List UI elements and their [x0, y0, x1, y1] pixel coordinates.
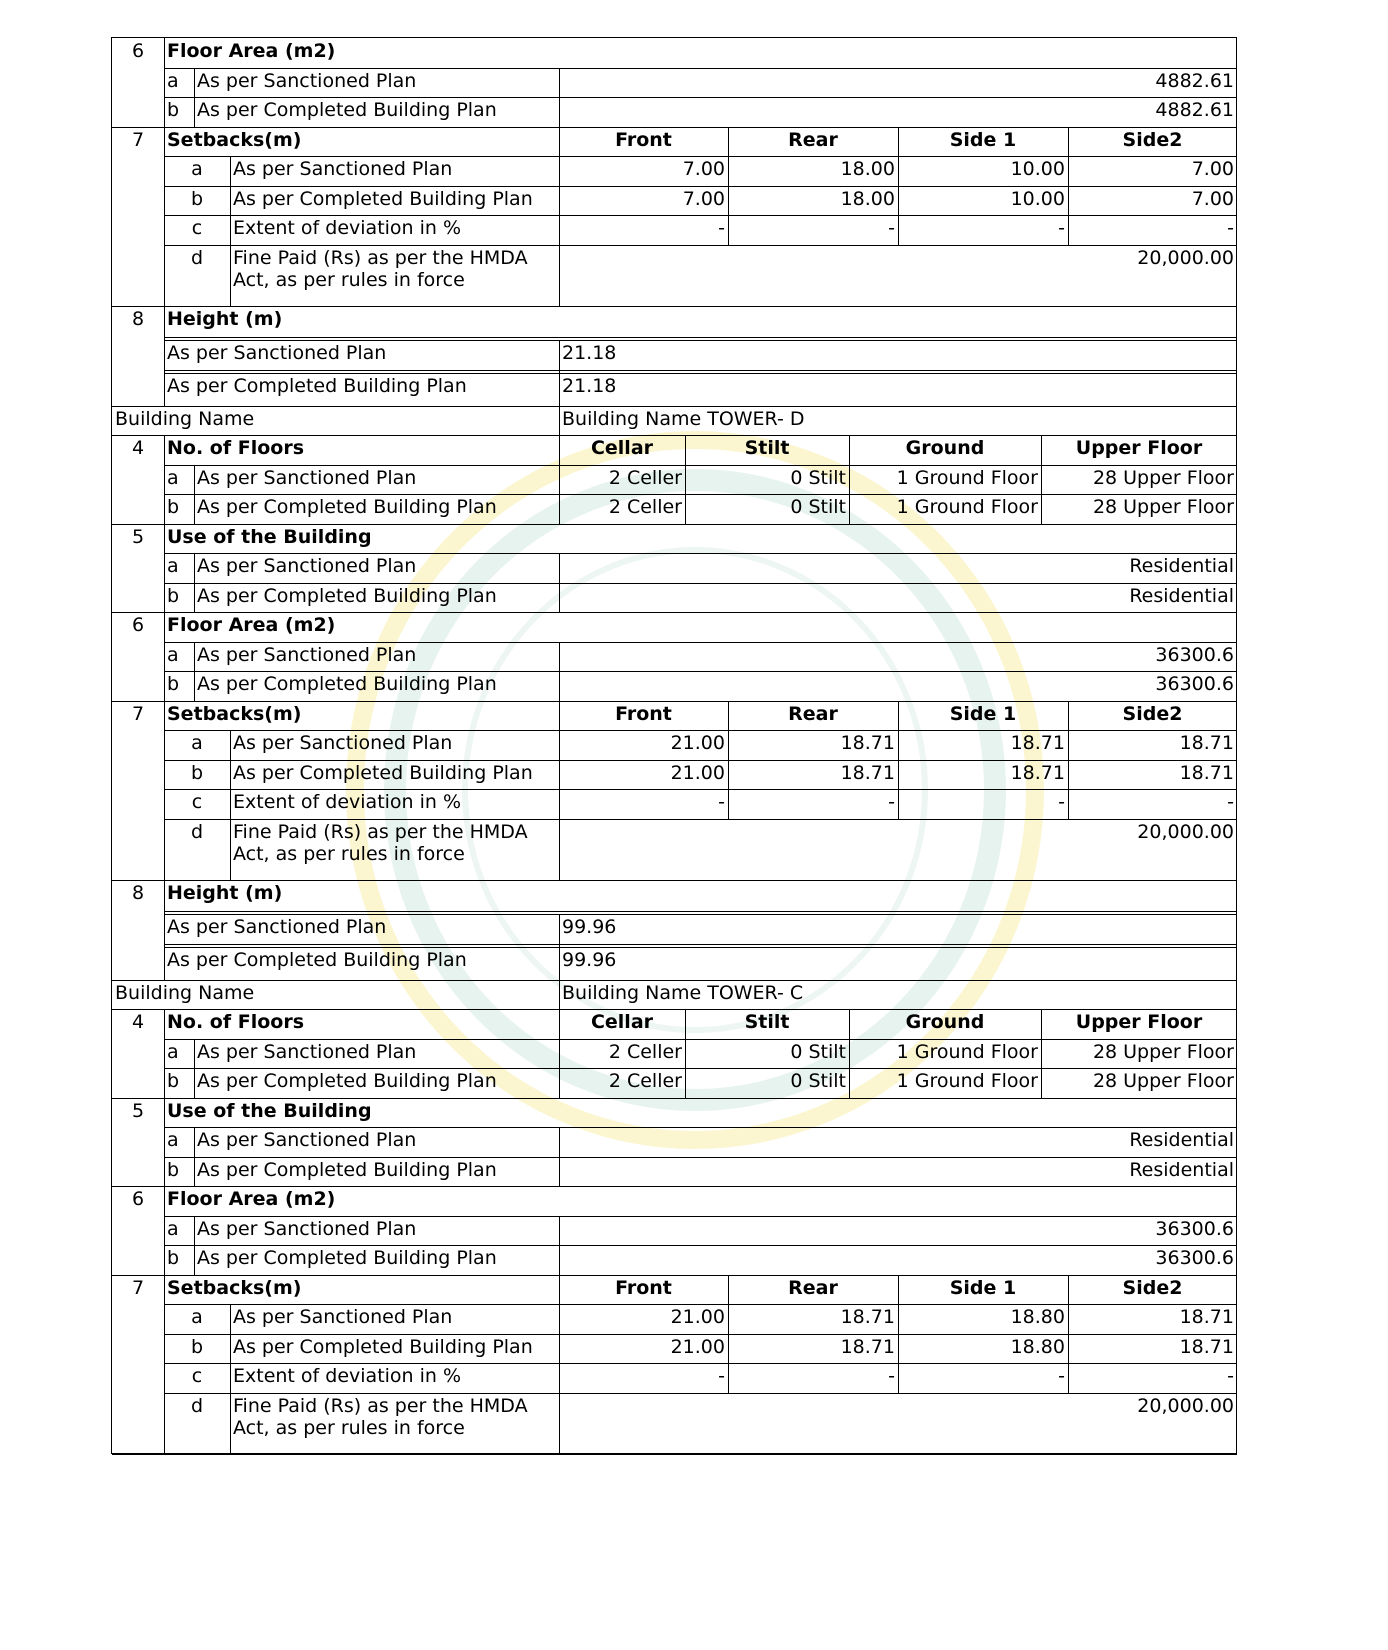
- column-header: Cellar: [590, 437, 654, 459]
- rule-line: [164, 215, 1237, 216]
- floor-value: 28 Upper Floor: [1092, 1070, 1234, 1092]
- row-label: Extent of deviation in %: [233, 217, 462, 239]
- rule-line: [164, 340, 1237, 341]
- rule-line: [164, 186, 1237, 187]
- row-label: As per Sanctioned Plan: [233, 732, 453, 754]
- row-label: As per Completed Building Plan: [233, 187, 533, 210]
- rule-line: [194, 1068, 195, 1098]
- row-value: 4882.61: [1155, 99, 1234, 121]
- setback-value: 21.00: [670, 1335, 725, 1358]
- rule-line: [559, 642, 560, 672]
- row-letter: d: [190, 1394, 204, 1417]
- floor-value: 28 Upper Floor: [1092, 1040, 1234, 1063]
- rule-line: [559, 127, 560, 306]
- setback-value: -: [1058, 217, 1065, 239]
- setback-value: 21.00: [670, 1306, 725, 1328]
- rule-line: [230, 730, 231, 880]
- rule-line: [164, 494, 1237, 495]
- row-label: As per Sanctioned Plan: [233, 158, 453, 180]
- item-number: 7: [131, 128, 145, 151]
- row-value: 4882.61: [1155, 69, 1234, 92]
- setback-value: 10.00: [1010, 187, 1065, 210]
- height-value: 21.18: [562, 374, 617, 397]
- rule-line: [194, 1157, 195, 1187]
- floor-value: 2 Celler: [608, 1040, 682, 1063]
- row-label: As per Completed Building Plan: [197, 584, 497, 607]
- item-number: 6: [131, 40, 145, 62]
- row-letter: b: [167, 1070, 180, 1092]
- setback-value: 18.00: [840, 158, 895, 180]
- item-number: 7: [131, 1276, 145, 1299]
- item-number: 8: [131, 307, 145, 330]
- row-letter: b: [167, 496, 180, 518]
- setback-value: 18.71: [1179, 761, 1234, 784]
- setback-value: 18.71: [1179, 1306, 1234, 1328]
- setback-value: 7.00: [1191, 187, 1234, 210]
- column-header: Ground: [905, 1011, 985, 1033]
- floor-area-title: Floor Area (m2): [167, 1188, 336, 1210]
- column-header: Stilt: [744, 1011, 790, 1033]
- row-label: As per Completed Building Plan: [233, 761, 533, 784]
- rule-line: [164, 306, 165, 406]
- column-header: Side 1: [949, 128, 1017, 151]
- rule-line: [559, 1245, 560, 1275]
- setback-value: -: [718, 217, 725, 239]
- height-value: 99.96: [562, 915, 617, 938]
- rule-line: [164, 38, 165, 127]
- rule-line: [164, 337, 1237, 338]
- floor-value: 1 Ground Floor: [896, 496, 1038, 518]
- row-label: As per Completed Building Plan: [197, 496, 497, 518]
- row-letter: c: [191, 217, 203, 239]
- report-table: [111, 37, 1237, 1454]
- setback-value: 21.00: [670, 761, 725, 784]
- row-label: As per Sanctioned Plan: [197, 1217, 417, 1240]
- height-title: Height (m): [167, 881, 283, 904]
- row-letter: a: [167, 1129, 179, 1151]
- rule-line: [164, 127, 165, 306]
- fine-value: 20,000.00: [1137, 1394, 1234, 1417]
- setback-value: 7.00: [682, 187, 725, 210]
- setback-value: 7.00: [1191, 158, 1234, 180]
- rule-line: [194, 1039, 195, 1069]
- fine-label: Act, as per rules in force: [233, 842, 465, 865]
- item-number: 6: [131, 614, 145, 636]
- rule-line: [559, 406, 560, 436]
- rule-line: [112, 306, 1237, 307]
- height-value: 21.18: [562, 341, 617, 364]
- row-label: As per Completed Building Plan: [233, 1335, 533, 1358]
- row-label: As per Sanctioned Plan: [167, 341, 387, 364]
- row-label: As per Completed Building Plan: [167, 948, 467, 971]
- row-label: As per Sanctioned Plan: [197, 643, 417, 666]
- row-letter: a: [191, 1306, 203, 1328]
- row-letter: a: [167, 1040, 179, 1063]
- floor-value: 0 Stilt: [790, 1040, 846, 1063]
- fine-label: Fine Paid (Rs) as per the HMDA: [233, 246, 528, 269]
- rule-line: [164, 1039, 1237, 1040]
- rule-line: [164, 911, 1237, 912]
- row-label: As per Completed Building Plan: [197, 1247, 497, 1269]
- row-letter: a: [167, 466, 179, 489]
- floor-value: 28 Upper Floor: [1092, 466, 1234, 489]
- row-label: As per Completed Building Plan: [197, 1070, 497, 1092]
- rule-line: [164, 1068, 1237, 1069]
- floor-value: 1 Ground Floor: [896, 1040, 1038, 1063]
- rule-line: [559, 671, 560, 701]
- setback-value: 18.71: [1010, 732, 1065, 754]
- setback-value: 18.71: [840, 1306, 895, 1328]
- rule-line: [559, 583, 560, 613]
- column-header: Side2: [1122, 1276, 1183, 1299]
- floor-area-title: Floor Area (m2): [167, 40, 336, 62]
- setbacks-title: Setbacks(m): [167, 702, 302, 725]
- fine-value: 20,000.00: [1137, 820, 1234, 843]
- rule-line: [559, 1009, 560, 1098]
- row-value: Residential: [1129, 555, 1234, 577]
- floor-value: 0 Stilt: [790, 1070, 846, 1092]
- setback-value: -: [1058, 791, 1065, 813]
- setback-value: 18.71: [1010, 761, 1065, 784]
- rule-line: [112, 524, 1237, 525]
- row-letter: d: [190, 246, 204, 269]
- rule-line: [194, 1245, 195, 1275]
- row-label: As per Sanctioned Plan: [167, 915, 387, 938]
- item-number: 4: [131, 1011, 145, 1033]
- rule-line: [112, 612, 1237, 613]
- rule-line: [194, 1127, 195, 1157]
- rule-line: [164, 370, 1237, 371]
- rule-line: [164, 156, 1237, 157]
- setback-value: 18.71: [840, 732, 895, 754]
- rule-line: [112, 980, 1237, 981]
- row-letter: b: [190, 187, 204, 210]
- row-value: 36300.6: [1155, 1217, 1234, 1240]
- floor-area-title: Floor Area (m2): [167, 614, 336, 636]
- rule-line: [164, 1157, 1237, 1158]
- column-header: Front: [615, 702, 672, 725]
- building-name-label: Building Name: [115, 981, 255, 1004]
- rule-line: [112, 1098, 1237, 1099]
- row-letter: a: [167, 643, 179, 666]
- floor-value: 2 Celler: [608, 1070, 682, 1092]
- rule-line: [112, 1454, 1237, 1455]
- setback-value: -: [1227, 791, 1234, 813]
- rule-line: [164, 465, 1237, 466]
- setback-value: 7.00: [682, 158, 725, 180]
- row-label: As per Completed Building Plan: [197, 1158, 497, 1181]
- rule-line: [559, 97, 560, 127]
- row-letter: a: [167, 69, 179, 92]
- row-letter: a: [191, 158, 203, 180]
- setback-value: -: [888, 791, 895, 813]
- setback-value: 10.00: [1010, 158, 1065, 180]
- rule-line: [164, 642, 1237, 643]
- column-header: Ground: [905, 437, 985, 459]
- rule-line: [164, 1304, 1237, 1305]
- row-letter: b: [167, 1247, 180, 1269]
- rule-line: [164, 553, 1237, 554]
- rule-line: [164, 1186, 165, 1275]
- item-number: 8: [131, 881, 145, 904]
- rule-line: [164, 435, 165, 524]
- row-value: Residential: [1129, 584, 1234, 607]
- row-label: As per Sanctioned Plan: [233, 1306, 453, 1328]
- rule-line: [164, 760, 1237, 761]
- column-header: Front: [615, 1276, 672, 1299]
- row-label: As per Completed Building Plan: [197, 99, 497, 121]
- rule-line: [194, 97, 195, 127]
- rule-line: [559, 553, 560, 583]
- setback-value: -: [1227, 217, 1234, 239]
- setback-value: 18.71: [1179, 732, 1234, 754]
- rule-line: [1041, 1009, 1042, 1098]
- setback-value: -: [718, 1365, 725, 1387]
- rule-line: [164, 1216, 1237, 1217]
- rule-line: [164, 583, 1237, 584]
- rule-line: [164, 880, 165, 980]
- rule-line: [559, 701, 560, 880]
- row-label: As per Sanctioned Plan: [197, 466, 417, 489]
- rule-line: [559, 1275, 560, 1454]
- setback-value: 18.80: [1010, 1306, 1065, 1328]
- setback-value: -: [1058, 1365, 1065, 1387]
- rule-line: [194, 642, 195, 672]
- row-letter: a: [167, 1217, 179, 1240]
- row-value: 36300.6: [1155, 1247, 1234, 1269]
- row-label: Extent of deviation in %: [233, 1365, 462, 1387]
- setback-value: 18.71: [1179, 1335, 1234, 1358]
- rule-line: [685, 435, 686, 524]
- item-number: 5: [131, 525, 145, 548]
- item-number: 6: [131, 1188, 145, 1210]
- column-header: Stilt: [744, 437, 790, 459]
- rule-line: [164, 701, 165, 880]
- rule-line: [230, 1304, 231, 1454]
- rule-line: [559, 1216, 560, 1246]
- fine-value: 20,000.00: [1137, 246, 1234, 269]
- column-header: Front: [615, 128, 672, 151]
- rule-line: [194, 68, 195, 98]
- rule-line: [559, 1127, 560, 1157]
- column-header: Upper Floor: [1075, 1011, 1203, 1033]
- rule-line: [164, 245, 1237, 246]
- setback-value: 18.71: [840, 761, 895, 784]
- floor-value: 28 Upper Floor: [1092, 496, 1234, 518]
- row-letter: b: [190, 1335, 204, 1358]
- rule-line: [164, 671, 1237, 672]
- rule-line: [112, 880, 1237, 881]
- building-name-label: Building Name: [115, 407, 255, 430]
- rule-line: [164, 612, 165, 701]
- rule-line: [112, 406, 1237, 407]
- setbacks-title: Setbacks(m): [167, 1276, 302, 1299]
- row-letter: a: [167, 555, 179, 577]
- height-value: 99.96: [562, 948, 617, 971]
- column-header: Cellar: [590, 1011, 654, 1033]
- floors-title: No. of Floors: [167, 1011, 304, 1033]
- rule-line: [164, 947, 1237, 948]
- rule-line: [194, 553, 195, 583]
- rule-line: [559, 980, 560, 1010]
- column-header: Side2: [1122, 128, 1183, 151]
- row-letter: b: [190, 761, 204, 784]
- rule-line: [194, 583, 195, 613]
- setback-value: 18.80: [1010, 1335, 1065, 1358]
- row-letter: b: [167, 584, 180, 607]
- fine-label: Fine Paid (Rs) as per the HMDA: [233, 820, 528, 843]
- rule-line: [559, 435, 560, 524]
- height-title: Height (m): [167, 307, 283, 330]
- rule-line: [164, 789, 1237, 790]
- fine-label: Act, as per rules in force: [233, 268, 465, 291]
- setback-value: -: [1227, 1365, 1234, 1387]
- column-header: Side2: [1122, 702, 1183, 725]
- rule-line: [194, 671, 195, 701]
- rule-line: [112, 1186, 1237, 1187]
- row-value: Residential: [1129, 1158, 1234, 1181]
- rule-line: [164, 730, 1237, 731]
- rule-line: [164, 1393, 1237, 1394]
- rule-line: [164, 819, 1237, 820]
- setback-value: 21.00: [670, 732, 725, 754]
- row-label: As per Sanctioned Plan: [197, 1040, 417, 1063]
- row-label: As per Sanctioned Plan: [197, 69, 417, 92]
- row-letter: d: [190, 820, 204, 843]
- rule-line: [230, 156, 231, 306]
- use-title: Use of the Building: [167, 525, 372, 548]
- floor-value: 1 Ground Floor: [896, 466, 1038, 489]
- setback-value: 18.71: [840, 1335, 895, 1358]
- rule-line: [194, 465, 195, 495]
- row-value: 36300.6: [1155, 643, 1234, 666]
- row-value: Residential: [1129, 1129, 1234, 1151]
- row-letter: c: [191, 1365, 203, 1387]
- floor-value: 0 Stilt: [790, 496, 846, 518]
- row-letter: b: [167, 99, 180, 121]
- rule-line: [164, 524, 165, 613]
- rule-line: [164, 373, 1237, 374]
- column-header: Side 1: [949, 1276, 1017, 1299]
- row-letter: a: [191, 732, 203, 754]
- row-label: As per Sanctioned Plan: [197, 555, 417, 577]
- setbacks-title: Setbacks(m): [167, 128, 302, 151]
- rule-line: [685, 1009, 686, 1098]
- rule-line: [849, 435, 850, 524]
- rule-line: [164, 1334, 1237, 1335]
- column-header: Upper Floor: [1075, 437, 1203, 459]
- rule-line: [164, 1127, 1237, 1128]
- column-header: Side 1: [949, 702, 1017, 725]
- rule-line: [164, 1009, 165, 1098]
- setback-value: 18.00: [840, 187, 895, 210]
- setback-value: -: [888, 1365, 895, 1387]
- rule-line: [164, 1275, 165, 1454]
- rule-line: [164, 1245, 1237, 1246]
- row-letter: b: [167, 1158, 180, 1181]
- row-letter: c: [191, 791, 203, 813]
- fine-label: Act, as per rules in force: [233, 1416, 465, 1439]
- floor-value: 2 Celler: [608, 466, 682, 489]
- item-number: 5: [131, 1099, 145, 1122]
- rule-line: [112, 1009, 1237, 1010]
- rule-line: [164, 1363, 1237, 1364]
- building-name: Building Name TOWER- C: [562, 981, 804, 1004]
- row-label: As per Sanctioned Plan: [197, 1129, 417, 1151]
- use-title: Use of the Building: [167, 1099, 372, 1122]
- floor-value: 1 Ground Floor: [896, 1070, 1038, 1092]
- floors-title: No. of Floors: [167, 437, 304, 459]
- rule-line: [164, 97, 1237, 98]
- rule-line: [194, 1216, 195, 1246]
- rule-line: [164, 1098, 165, 1187]
- floor-value: 0 Stilt: [790, 466, 846, 489]
- rule-line: [164, 68, 1237, 69]
- setback-value: -: [718, 791, 725, 813]
- column-header: Rear: [788, 128, 838, 151]
- rule-line: [164, 914, 1237, 915]
- column-header: Rear: [788, 702, 838, 725]
- rule-line: [164, 944, 1237, 945]
- item-number: 4: [131, 437, 145, 459]
- row-label: As per Completed Building Plan: [197, 673, 497, 695]
- column-header: Rear: [788, 1276, 838, 1299]
- setback-value: -: [888, 217, 895, 239]
- row-letter: b: [167, 673, 180, 695]
- rule-line: [559, 68, 560, 98]
- floor-value: 2 Celler: [608, 496, 682, 518]
- rule-line: [194, 494, 195, 524]
- rule-line: [112, 435, 1237, 436]
- row-label: Extent of deviation in %: [233, 791, 462, 813]
- item-number: 7: [131, 702, 145, 725]
- row-value: 36300.6: [1155, 673, 1234, 695]
- rule-line: [559, 1157, 560, 1187]
- building-name: Building Name TOWER- D: [562, 407, 805, 430]
- rule-line: [1041, 435, 1042, 524]
- rule-line: [849, 1009, 850, 1098]
- row-label: As per Completed Building Plan: [167, 374, 467, 397]
- fine-label: Fine Paid (Rs) as per the HMDA: [233, 1394, 528, 1417]
